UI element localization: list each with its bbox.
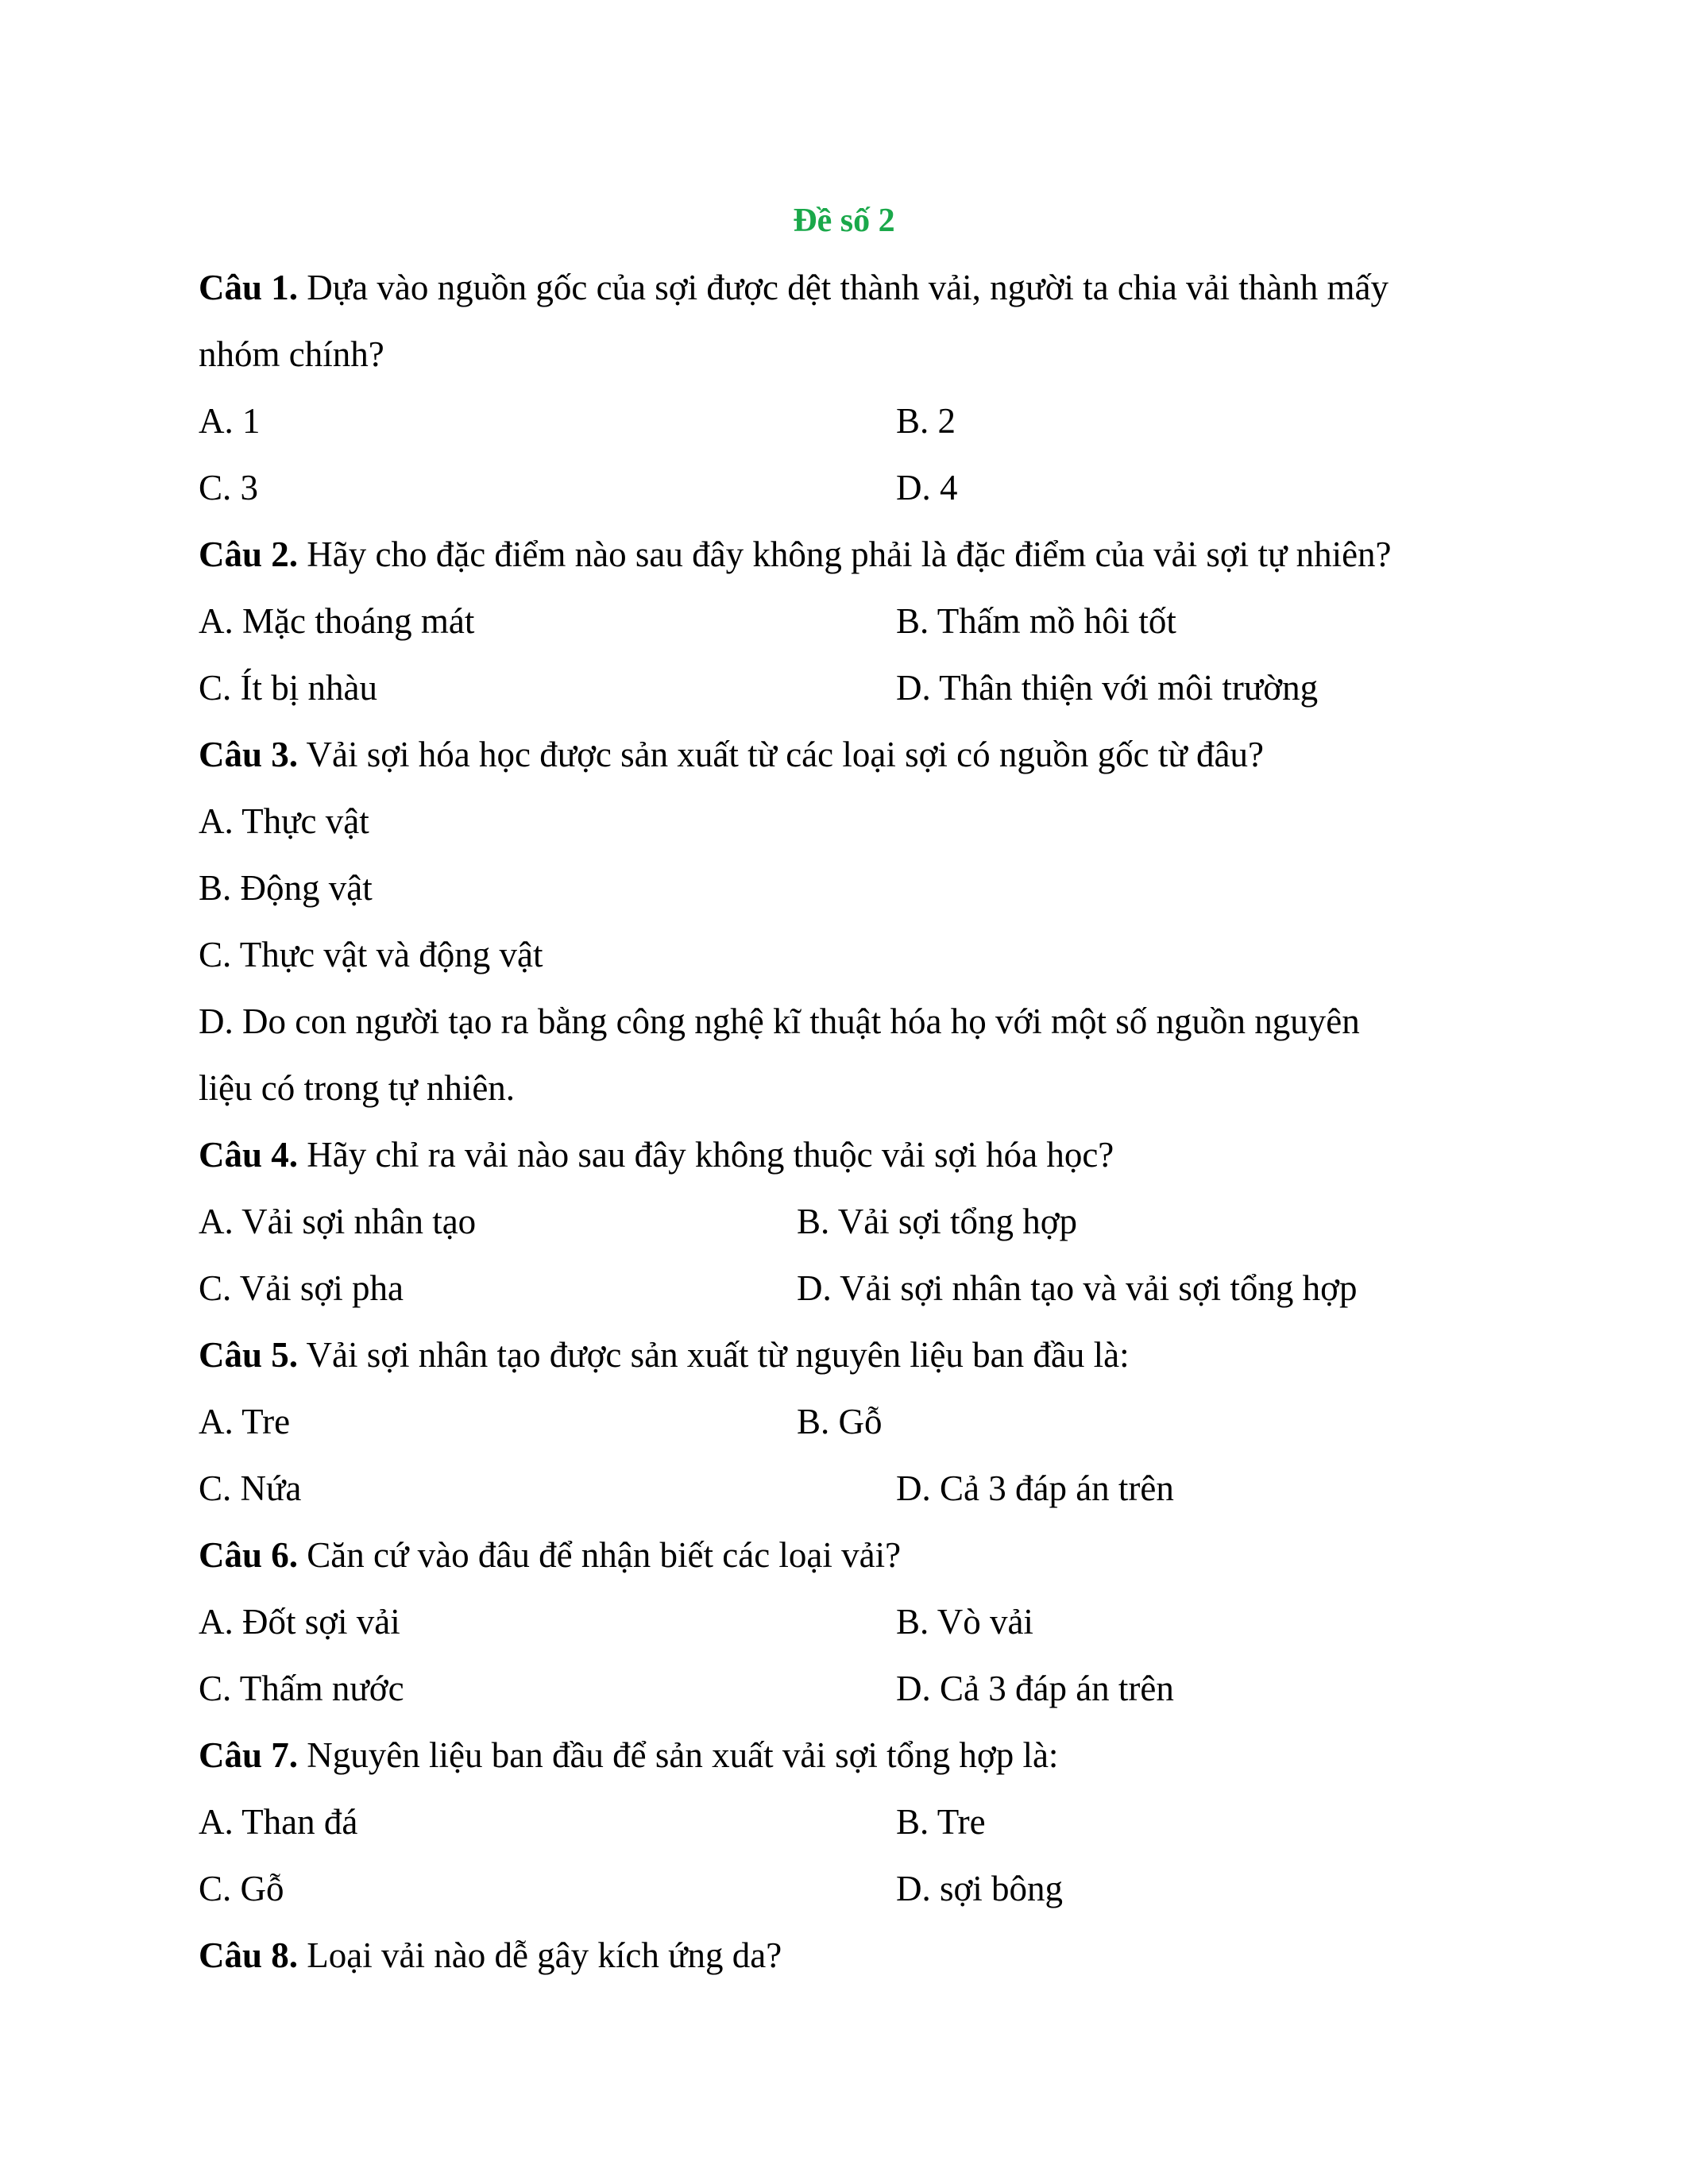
option-d: D. 4 xyxy=(896,468,958,507)
option-c: C. Nứa xyxy=(199,1468,302,1508)
option-d: D. Thân thiện với môi trường xyxy=(896,668,1319,708)
question-text: Hãy cho đặc điểm nào sau đây không phải là đặc điểm của vải sợi tự nhiên? xyxy=(307,534,1392,574)
option-c: C. Vải sợi pha xyxy=(199,1268,404,1308)
question-8 xyxy=(199,1931,782,1979)
question-text: Loại vải nào dễ gây kích ứng da? xyxy=(307,1935,782,1975)
option-a: A. Tre xyxy=(199,1402,291,1441)
option-b: B. Thấm mồ hôi tốt xyxy=(896,601,1176,641)
question-label: Câu 4. xyxy=(199,1135,299,1175)
option-c: C. 3 xyxy=(199,468,259,507)
option-a: A. Mặc thoáng mát xyxy=(199,601,475,641)
question-label: Câu 6. xyxy=(199,1535,299,1575)
option-a: A. 1 xyxy=(199,401,261,441)
option-d: D. Do con người tạo ra bằng công nghệ kĩ thuật hóa họ với một số nguồn nguyên xyxy=(199,1001,1360,1041)
option-c: C. Thực vật và động vật xyxy=(199,935,543,974)
option-c: C. Gỗ xyxy=(199,1869,284,1908)
question-6 xyxy=(199,1531,901,1579)
question-label: Câu 3. xyxy=(199,735,299,774)
option-d: D. sợi bông xyxy=(896,1869,1064,1908)
question-3 xyxy=(199,731,1264,778)
question-4 xyxy=(199,1131,1114,1179)
option-c: C. Ít bị nhàu xyxy=(199,668,377,708)
question-label: Câu 5. xyxy=(199,1335,299,1375)
question-text: Nguyên liệu ban đầu để sản xuất vải sợi tổng hợp là: xyxy=(307,1735,1059,1775)
question-label: Câu 1. xyxy=(199,268,299,307)
question-2 xyxy=(199,531,1392,578)
option-b: B. Gỗ xyxy=(797,1402,883,1441)
option-a: A. Thực vật xyxy=(199,801,369,841)
option-b: B. Vò vải xyxy=(896,1602,1033,1642)
question-text: Vải sợi nhân tạo được sản xuất từ nguyên liệu ban đầu là: xyxy=(306,1335,1130,1375)
question-label: Câu 8. xyxy=(199,1935,299,1975)
question-text: Hãy chỉ ra vải nào sau đây không thuộc vải sợi hóa học? xyxy=(307,1135,1114,1175)
option-b: B. 2 xyxy=(896,401,956,441)
option-d: D. Cả 3 đáp án trên xyxy=(896,1669,1174,1708)
option-b: B. Tre xyxy=(896,1802,986,1842)
question-text: Vải sợi hóa học được sản xuất từ các loại sợi có nguồn gốc từ đâu? xyxy=(306,735,1264,774)
option-a: A. Than đá xyxy=(199,1802,358,1842)
question-7 xyxy=(199,1731,1058,1779)
question-5 xyxy=(199,1331,1130,1379)
option-a: A. Vải sợi nhân tạo xyxy=(199,1202,477,1241)
question-text: Căn cứ vào đâu để nhận biết các loại vải? xyxy=(307,1535,902,1575)
option-d-continuation: liệu có trong tự nhiên. xyxy=(199,1068,516,1108)
page-title: Đề số 2 xyxy=(793,203,895,239)
option-c: C. Thấm nước xyxy=(199,1669,404,1708)
question-label: Câu 2. xyxy=(199,534,299,574)
question-text: Dựa vào nguồn gốc của sợi được dệt thành vải, người ta chia vải thành mấy xyxy=(307,268,1389,307)
question-1-continuation: nhóm chính? xyxy=(199,334,384,374)
question-label: Câu 7. xyxy=(199,1735,299,1775)
option-b: B. Vải sợi tổng hợp xyxy=(797,1202,1078,1241)
option-d: D. Cả 3 đáp án trên xyxy=(896,1468,1174,1508)
option-d: D. Vải sợi nhân tạo và vải sợi tổng hợp xyxy=(797,1268,1358,1308)
question-1 xyxy=(199,264,1389,311)
option-b: B. Động vật xyxy=(199,868,373,908)
option-a: A. Đốt sợi vải xyxy=(199,1602,400,1642)
